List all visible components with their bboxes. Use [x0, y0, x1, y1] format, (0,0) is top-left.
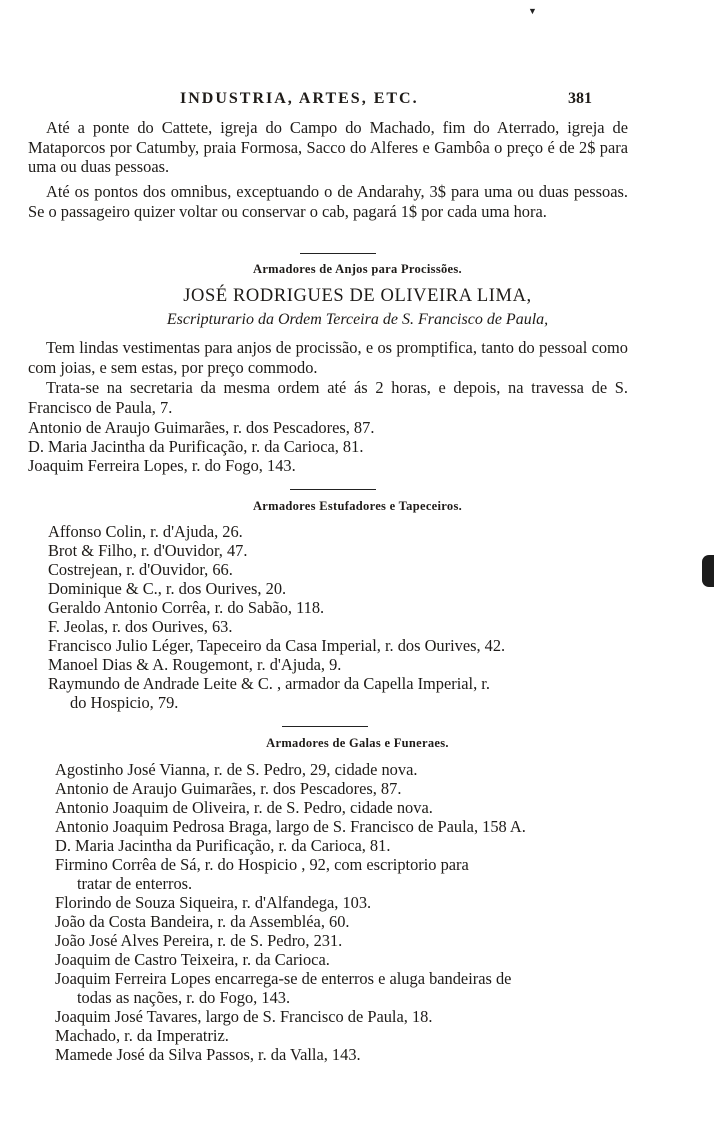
- list-item: Firmino Corrêa de Sá, r. do Hospicio , 92, com escriptorio para: [55, 855, 469, 874]
- list-item: João da Costa Bandeira, r. da Assembléa, 60.: [55, 912, 350, 931]
- section-divider: [290, 489, 376, 490]
- page-number: 381: [568, 90, 592, 107]
- section-title-funeraes: Armadores de Galas e Funeraes.: [266, 736, 449, 750]
- section-title-anjos: Armadores de Anjos para Procissões.: [253, 262, 462, 276]
- list-item: Raymundo de Andrade Leite & C. , armador da Capella Imperial, r.: [48, 674, 490, 693]
- section-divider: [282, 726, 368, 727]
- list-item: Machado, r. da Imperatriz.: [55, 1026, 229, 1045]
- list-item: do Hospicio, 79.: [70, 693, 179, 712]
- top-mark: ▼: [528, 6, 537, 16]
- list-item: D. Maria Jacintha da Purificação, r. da Carioca, 81.: [55, 836, 391, 855]
- section-divider: [300, 253, 376, 254]
- ink-smudge: [702, 555, 714, 587]
- list-item: Francisco Julio Léger, Tapeceiro da Casa Imperial, r. dos Ourives, 42.: [48, 636, 506, 655]
- list-item: Costrejean, r. d'Ouvidor, 66.: [48, 560, 233, 579]
- list-item: Joaquim de Castro Teixeira, r. da Carioca.: [55, 950, 330, 969]
- list-item: todas as nações, r. do Fogo, 143.: [77, 988, 291, 1007]
- list-item: João José Alves Pereira, r. de S. Pedro, 231.: [55, 931, 343, 950]
- featured-name: JOSÉ RODRIGUES DE OLIVEIRA LIMA,: [183, 286, 532, 306]
- section-title-tapeceiros: Armadores Estufadores e Tapeceiros.: [252, 499, 463, 513]
- page-header: [0, 90, 715, 112]
- list-item: Joaquim Ferreira Lopes encarrega-se de enterros e aluga bandeiras de: [55, 969, 512, 988]
- list-item: Agostinho José Vianna, r. de S. Pedro, 29, cidade nova.: [55, 760, 418, 779]
- list-item: Joaquim José Tavares, largo de S. Francisco de Paula, 18.: [55, 1007, 433, 1026]
- featured-role: Escripturario da Ordem Terceira de S. Francisco de Paula,: [166, 311, 549, 328]
- list-item: Manoel Dias & A. Rougemont, r. d'Ajuda, 9.: [48, 655, 342, 674]
- list-item: Mamede José da Silva Passos, r. da Valla, 143.: [55, 1045, 361, 1064]
- list-item: Dominique & C., r. dos Ourives, 20.: [48, 579, 287, 598]
- list-item: Florindo de Souza Siqueira, r. d'Alfandega, 103.: [55, 893, 372, 912]
- list-item: Antonio de Araujo Guimarães, r. dos Pescadores, 87.: [28, 418, 375, 437]
- running-title: INDUSTRIA, ARTES, ETC.: [180, 90, 419, 107]
- list-item: Geraldo Antonio Corrêa, r. do Sabão, 118.: [48, 598, 325, 617]
- list-item: Brot & Filho, r. d'Ouvidor, 47.: [48, 541, 248, 560]
- list-item: Antonio de Araujo Guimarães, r. dos Pescadores, 87.: [55, 779, 402, 798]
- featured-description-1: Tem lindas vestimentas para anjos de procissão, e os promptifica, tanto do pessoal como com joias, e sem estas, por preço commodo.: [28, 338, 628, 377]
- list-item: Affonso Colin, r. d'Ajuda, 26.: [48, 522, 243, 541]
- list-item: Antonio Joaquim Pedrosa Braga, largo de S. Francisco de Paula, 158 A.: [55, 817, 526, 836]
- list-item: tratar de enterros.: [77, 874, 193, 893]
- intro-paragraph-1: Até a ponte do Cattete, igreja do Campo do Machado, fim do Aterrado, igreja de Mataporcos por Catumby, praia Formosa, Sacco do Alferes e Gambôa o preço é de 2$ para uma ou duas pessoas.: [28, 118, 628, 176]
- list-item: Joaquim Ferreira Lopes, r. do Fogo, 143.: [28, 456, 296, 475]
- intro-paragraph-2: Até os pontos dos omnibus, exceptuando o de Andarahy, 3$ para uma ou duas pessoas. Se o passageiro quizer voltar ou conservar o cab, pagará 1$ por cada uma hora.: [28, 182, 628, 221]
- list-item: Antonio Joaquim de Oliveira, r. de S. Pedro, cidade nova.: [55, 798, 433, 817]
- featured-description-2: Trata-se na secretaria da mesma ordem até ás 2 horas, e depois, na travessa de S. Francisco de Paula, 7.: [28, 378, 628, 417]
- list-item: D. Maria Jacintha da Purificação, r. da Carioca, 81.: [28, 437, 364, 456]
- list-item: F. Jeolas, r. dos Ourives, 63.: [48, 617, 233, 636]
